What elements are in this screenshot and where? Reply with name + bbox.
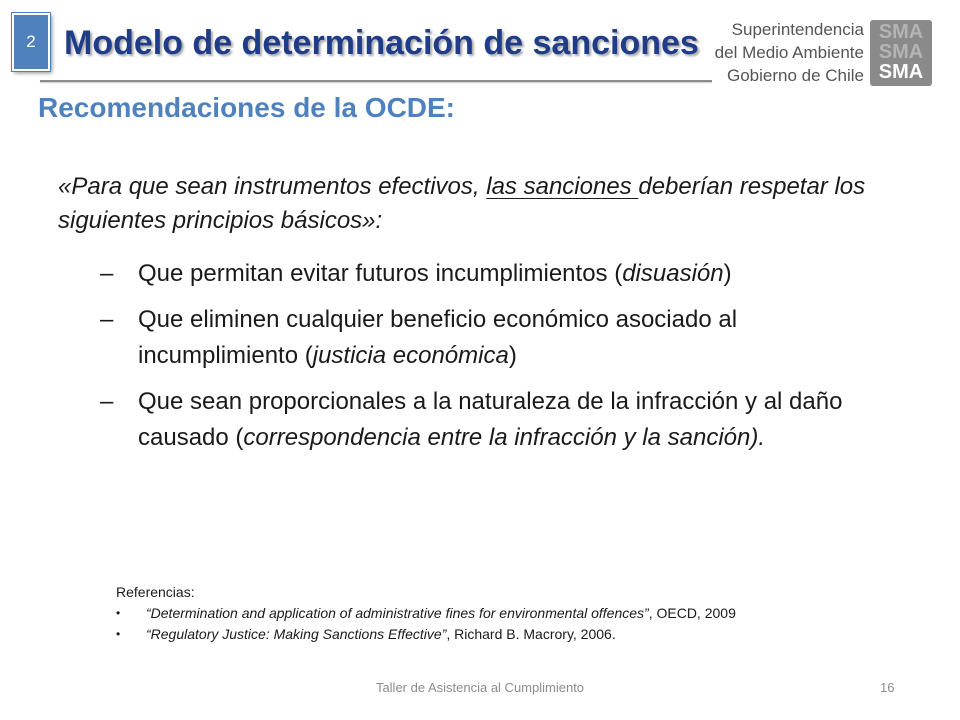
references-heading: Referencias:: [116, 584, 195, 600]
logo-mark-line: SMA: [878, 61, 924, 83]
section-subtitle: Recomendaciones de la OCDE:: [38, 92, 456, 123]
sma-logo-mark: [870, 20, 932, 86]
footer-text: Taller de Asistencia al Cumplimiento: [375, 680, 585, 695]
oecd-quote: [58, 170, 928, 238]
reference-source: , OECD, 2009: [648, 605, 736, 621]
principle-text: Que sean proporcionales a la naturaleza de la infracción y al daño causado (: [138, 388, 843, 451]
reference-item: [116, 603, 916, 624]
slide-number-badge: 2: [12, 13, 50, 71]
logo-line: del Medio Ambiente: [714, 43, 864, 62]
principle-end: ): [723, 260, 732, 287]
logo-line: Gobierno de Chile: [726, 66, 864, 85]
principle-emphasis: disuasión: [622, 260, 724, 287]
list-item: [100, 256, 900, 292]
bullet-dot-icon: •: [116, 627, 121, 641]
references-list: [116, 603, 916, 645]
logo-mark-line: SMA: [878, 21, 924, 43]
principle-emphasis: correspondencia entre la infracción y la sanción).: [243, 424, 766, 451]
principle-emphasis: justicia económica: [312, 342, 509, 369]
dash-bullet: –: [100, 260, 114, 287]
principles-list: [100, 256, 900, 466]
reference-item: [116, 624, 916, 645]
page-number: 16: [880, 680, 895, 695]
references: [116, 582, 916, 645]
reference-title: “Regulatory Justice: Making Sanctions Effective”: [146, 626, 447, 642]
quote-text: «Para que sean instrumentos efectivos,: [58, 173, 487, 200]
list-item: [100, 302, 900, 374]
dash-bullet: –: [100, 388, 114, 415]
reference-source: , Richard B. Macrory, 2006.: [446, 626, 616, 642]
dash-bullet: –: [100, 306, 114, 333]
title-divider: [40, 80, 712, 82]
principle-end: ): [508, 342, 517, 369]
reference-title: “Determination and application of administrative fines for environmental offences”: [146, 605, 649, 621]
quote-text: deberían respetar los siguientes principios básicos»:: [58, 173, 866, 234]
principle-text: Que eliminen cualquier beneficio económico asociado al incumplimiento (: [138, 306, 738, 369]
quote-underlined: las sanciones: [486, 173, 639, 200]
slide-title: Modelo de determinación de sanciones: [64, 24, 699, 62]
logo-mark-line: SMA: [878, 41, 924, 63]
list-item: [100, 384, 900, 456]
bullet-dot-icon: •: [116, 606, 121, 620]
principle-text: Que permitan evitar futuros incumplimientos (: [138, 260, 623, 287]
organization-logo-text: [712, 18, 864, 87]
logo-line: Superintendencia: [731, 20, 864, 39]
